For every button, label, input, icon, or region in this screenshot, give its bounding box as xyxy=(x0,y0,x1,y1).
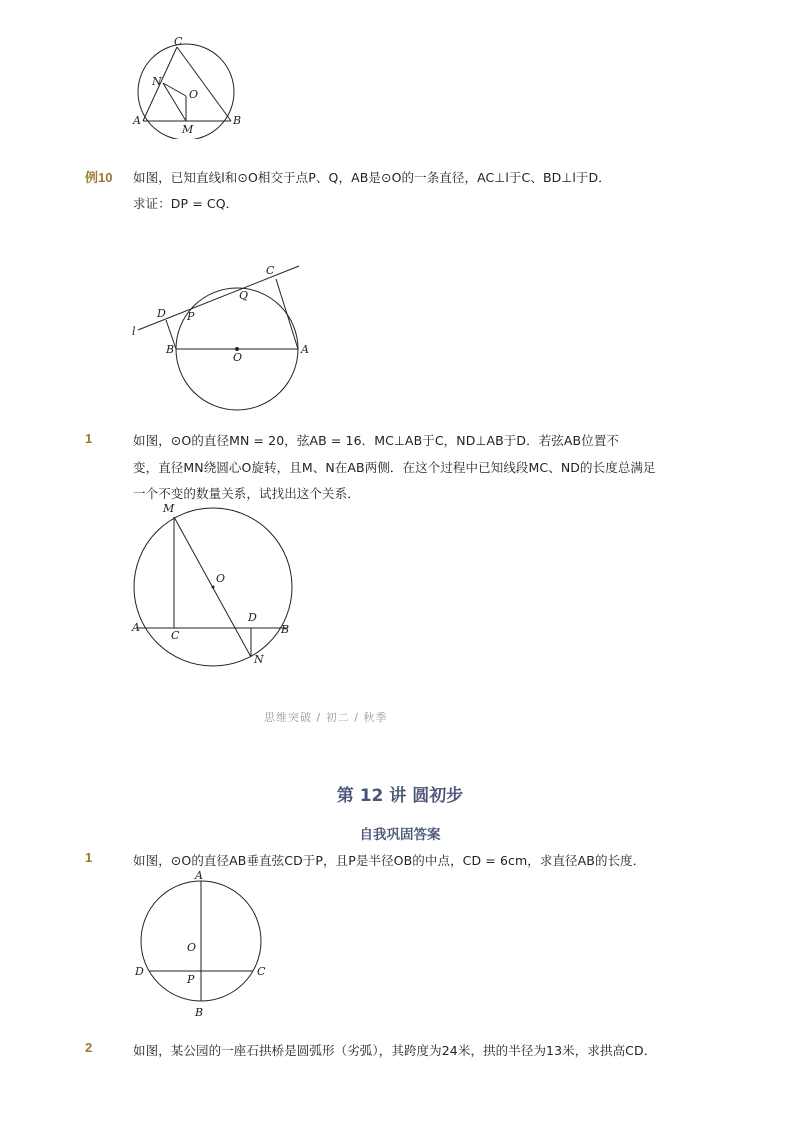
label-p: P xyxy=(187,973,195,986)
label-c: C xyxy=(266,264,275,277)
label-m: M xyxy=(182,123,194,136)
problem-1-figure xyxy=(128,500,298,670)
example-10-line-1: 如图，已知直线l和⊙O相交于点P、Q，AB是⊙O的一条直径，AC⊥l于C、BD⊥l于D． xyxy=(133,170,611,185)
label-n: N xyxy=(152,75,162,88)
label-p: P xyxy=(187,310,195,323)
section-title: 自我巩固答案 xyxy=(359,827,441,843)
problem-1-line-1: 如图，⊙O的直径MN = 20，弦AB = 16．MC⊥AB于C，ND⊥AB于D．若弦AB位置不 xyxy=(133,433,620,448)
answer-1-number: 1 xyxy=(85,850,93,865)
problem-1-line-3: 一个不变的数量关系，试找出这个关系． xyxy=(133,486,360,501)
problem-1-number: 1 xyxy=(85,431,93,446)
label-a: A xyxy=(132,621,140,634)
label-a: A xyxy=(133,114,141,127)
label-d: D xyxy=(157,307,166,320)
example-10-figure xyxy=(128,260,313,415)
example-10-number: 例10 xyxy=(85,170,113,185)
label-b: B xyxy=(195,1006,204,1019)
label-a: A xyxy=(301,343,309,356)
center-dot xyxy=(212,586,215,589)
answer-1-figure xyxy=(128,868,278,1023)
page-footer: 思维突破 / 初二 / 秋季 xyxy=(264,711,388,724)
label-d: D xyxy=(248,611,257,624)
label-o: O xyxy=(233,351,243,364)
label-m: M xyxy=(163,502,175,515)
label-c: C xyxy=(257,965,266,978)
problem-1-line-2: 变，直径MN绕圆心O旋转，且M、N在AB两侧．在这个过程中已知线段MC、ND的长度总满足 xyxy=(133,460,656,475)
label-o: O xyxy=(216,572,226,585)
segment-bc xyxy=(177,47,231,121)
answer-1-line-1: 如图，⊙O的直径AB垂直弦CD于P，且P是半径OB的中点，CD = 6cm，求直径AB的长度． xyxy=(133,853,646,868)
label-c: C xyxy=(171,629,180,642)
label-o: O xyxy=(187,941,197,954)
label-b: B xyxy=(281,623,290,636)
answer-2-line-1: 如图，某公园的一座石拱桥是圆弧形（劣弧），其跨度为24米，拱的半径为13米，求拱高CD． xyxy=(133,1043,657,1058)
top-circle-figure xyxy=(130,34,245,139)
label-a: A xyxy=(195,869,203,882)
label-q: Q xyxy=(239,289,249,302)
lecture-title: 第 12 讲 圆初步 xyxy=(336,786,464,806)
line-l xyxy=(138,266,299,330)
segment-nm xyxy=(163,83,186,121)
label-n: N xyxy=(254,653,264,666)
label-c: C xyxy=(174,35,183,48)
example-10-line-2: 求证：DP = CQ． xyxy=(133,196,239,211)
answer-2-number: 2 xyxy=(85,1040,93,1055)
segment-ac xyxy=(276,279,298,349)
label-b: B xyxy=(233,114,242,127)
label-b: B xyxy=(166,343,175,356)
label-l: l xyxy=(132,325,136,338)
label-o: O xyxy=(189,88,199,101)
label-d: D xyxy=(135,965,144,978)
